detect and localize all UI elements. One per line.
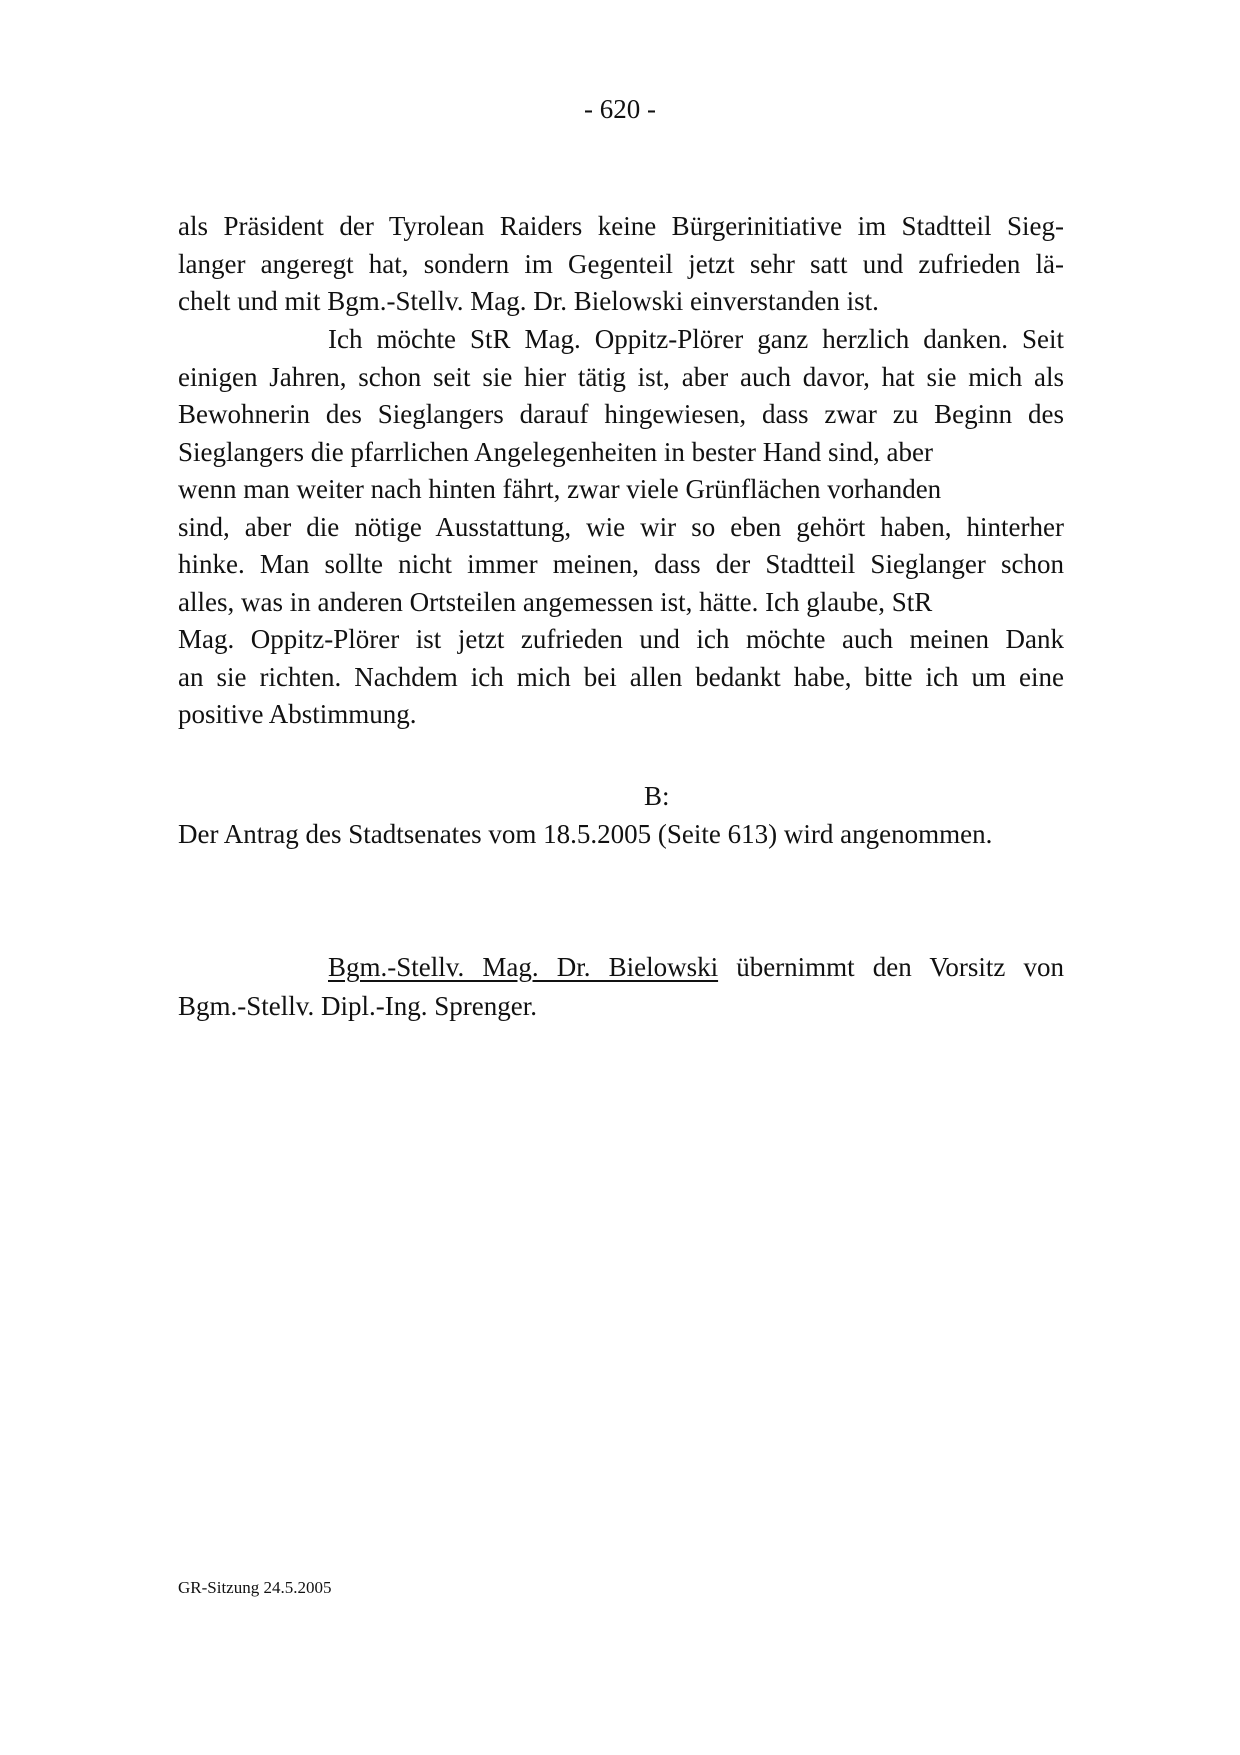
- text-line: chelt und mit Bgm.-Stellv. Mag. Dr. Bielowski einverstanden ist.: [178, 286, 879, 316]
- text-line: als Präsident der Tyrolean Raiders keine Bürgerinitiative im Stadtteil Sieg-: [178, 211, 1064, 241]
- paragraph-thanks: [178, 321, 1064, 734]
- text-line: Bgm.-Stellv. Dipl.-Ing. Sprenger.: [178, 991, 537, 1021]
- resolution-text: Der Antrag des Stadtsenates vom 18.5.2005 (Seite 613) wird angenommen.: [178, 819, 993, 849]
- paragraph-continuation: [178, 208, 1064, 321]
- text-line: hinke. Man sollte nicht immer meinen, dass der Stadtteil Sieglanger schon: [178, 549, 1064, 579]
- resolution-label: B:: [644, 781, 670, 811]
- text-line: langer angeregt hat, sondern im Gegenteil jetzt sehr satt und zufrieden lä-: [178, 248, 1064, 279]
- chair-change-paragraph: [178, 948, 1064, 1026]
- text-line: Ich möchte StR Mag. Oppitz-Plörer ganz herzlich danken. Seit: [328, 324, 1064, 354]
- chair-change-text: übernimmt den Vorsitz von: [736, 952, 1064, 982]
- text-line: wenn man weiter nach hinten fährt, zwar viele Grünflächen vorhanden: [178, 474, 942, 504]
- text-line: an sie richten. Nachdem ich mich bei allen bedankt habe, bitte ich um eine: [178, 661, 1064, 692]
- text-line: alles, was in anderen Ortsteilen angemessen ist, hätte. Ich glaube, StR: [178, 586, 933, 617]
- text-line: einigen Jahren, schon seit sie hier tätig ist, aber auch davor, hat sie mich als: [178, 361, 1064, 392]
- text-line: positive Abstimmung.: [178, 699, 417, 729]
- text-line: Sieglangers die pfarrlichen Angelegenheiten in bester Hand sind, aber: [178, 436, 933, 467]
- text-line: Bewohnerin des Sieglangers darauf hingewiesen, dass zwar zu Beginn des: [178, 399, 1064, 429]
- footer-session-date: GR-Sitzung 24.5.2005: [178, 1578, 332, 1597]
- page-number: - 620 -: [584, 94, 656, 124]
- text-line: Mag. Oppitz-Plörer ist jetzt zufrieden und ich möchte auch meinen Dank: [178, 624, 1064, 654]
- speaker-name: Bgm.-Stellv. Mag. Dr. Bielowski: [328, 952, 719, 982]
- text-line: sind, aber die nötige Ausstattung, wie wir so eben gehört haben, hinterher: [178, 511, 1064, 542]
- text-line: [178, 948, 1064, 987]
